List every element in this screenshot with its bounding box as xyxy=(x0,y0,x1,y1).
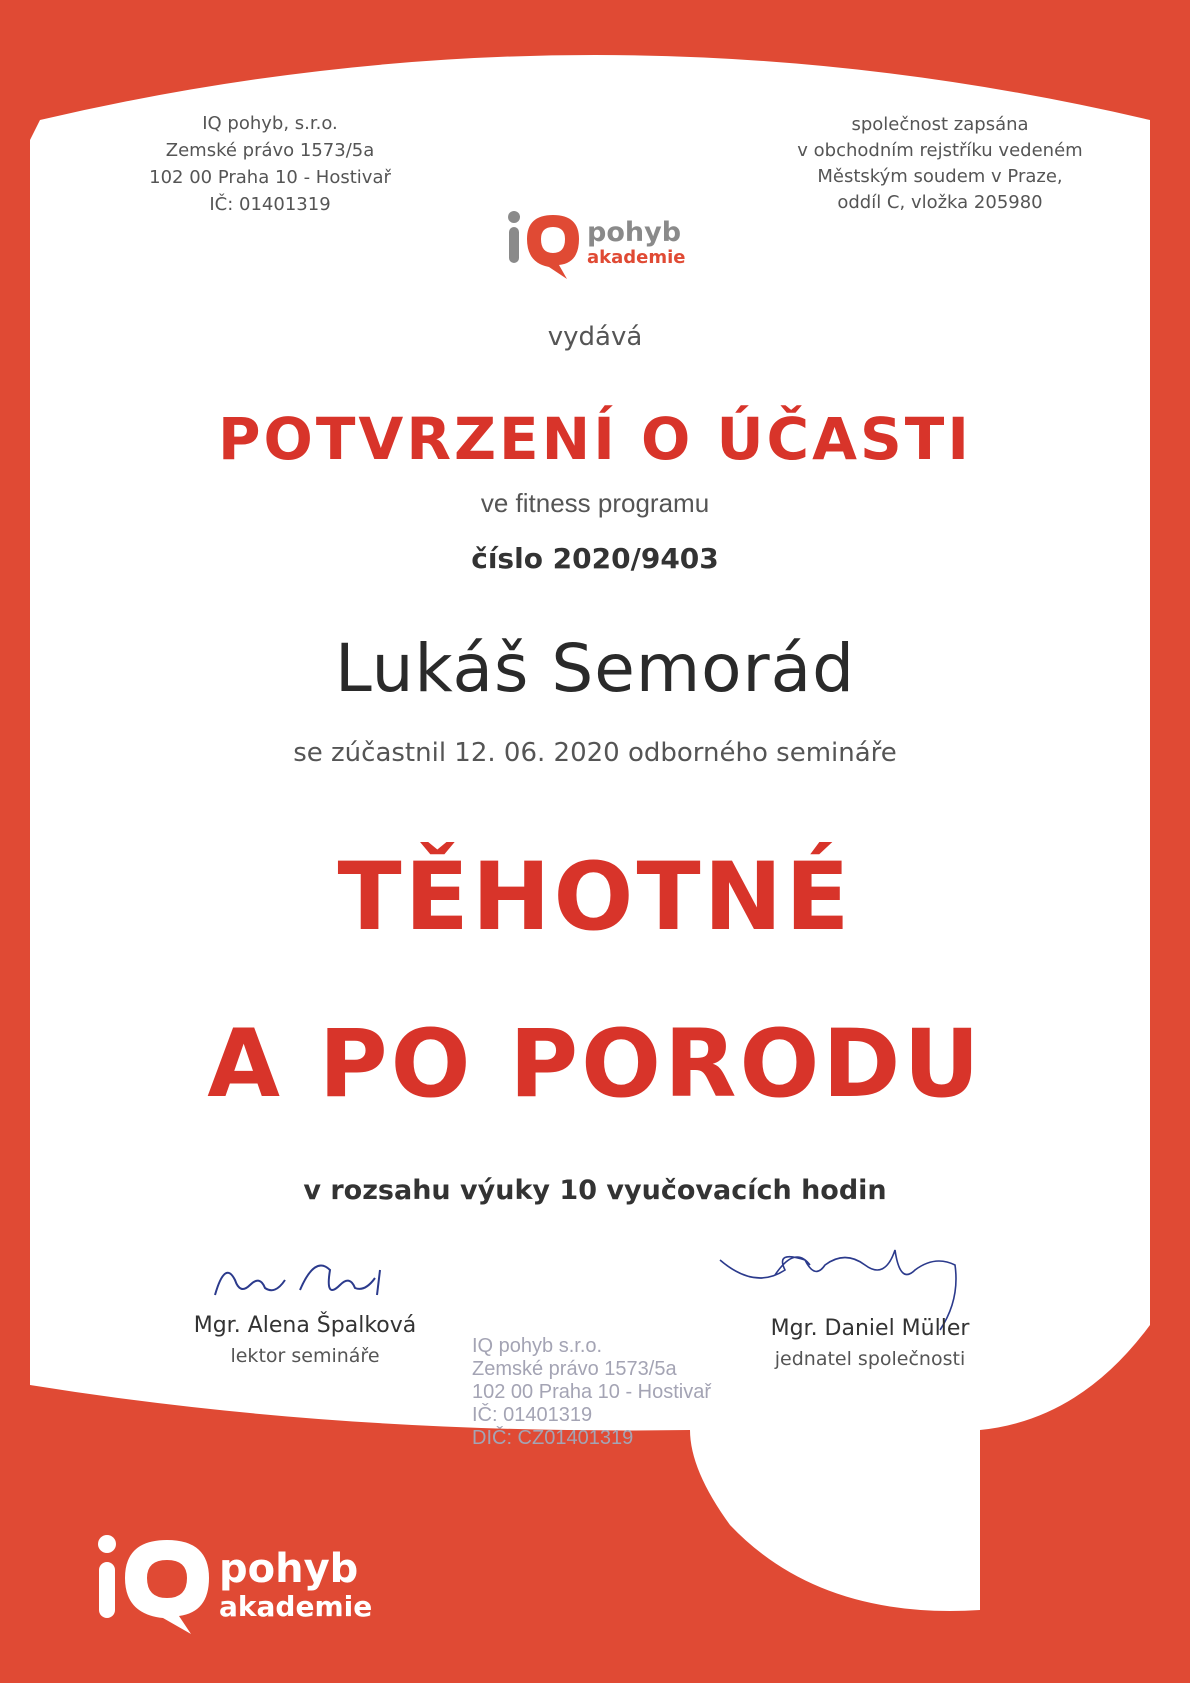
address-line: IČ: 01401319 xyxy=(209,194,331,215)
logo-bottom-i-stem xyxy=(99,1562,115,1618)
stamp-line: IČ: 01401319 xyxy=(472,1404,593,1426)
logo-bottom-i-dot xyxy=(98,1535,116,1553)
issues-label: vydává xyxy=(547,322,643,352)
participant-name: Lukáš Semorád xyxy=(335,630,855,707)
address-line: IQ pohyb, s.r.o. xyxy=(202,113,338,134)
program-line: ve fitness programu xyxy=(480,488,710,518)
logo-bottom-word-pohyb: pohyb xyxy=(219,1546,359,1592)
registry-note xyxy=(760,112,1120,216)
logo-i-dot xyxy=(508,211,520,223)
document-title: POTVRZENÍ O ÚČASTI xyxy=(218,405,972,473)
certificate-number: číslo 2020/9403 xyxy=(471,542,719,575)
stamp-line: 102 00 Praha 10 - Hostivař xyxy=(472,1381,712,1403)
signatory-right-name: Mgr. Daniel Müller xyxy=(770,1316,970,1341)
registry-line: v obchodním rejstříku vedeném xyxy=(797,140,1083,161)
company-address xyxy=(120,110,420,218)
course-title-line1: TĚHOTNÉ xyxy=(337,843,853,952)
scope-line: v rozsahu výuky 10 vyučovacích hodin xyxy=(303,1175,887,1206)
course-title-line2: A PO PORODU xyxy=(207,1010,983,1119)
address-line: 102 00 Praha 10 - Hostivař xyxy=(149,167,391,188)
signature-left xyxy=(205,1250,405,1310)
logo-bottom-q-bubble xyxy=(125,1540,209,1634)
participation-line: se zúčastnil 12. 06. 2020 odborného semináře xyxy=(293,738,897,768)
signatory-right-role: jednatel společnosti xyxy=(774,1348,966,1370)
address-line: Zemské právo 1573/5a xyxy=(165,140,375,161)
logo-q-bubble xyxy=(527,215,579,279)
iq-pohyb-logo-bottom xyxy=(95,1528,425,1638)
logo-word-akademie: akademie xyxy=(587,247,686,268)
logo-bottom-word-akademie: akademie xyxy=(219,1590,373,1623)
signatory-left-role: lektor semináře xyxy=(230,1345,380,1367)
logo-i-stem xyxy=(509,227,519,263)
company-stamp xyxy=(472,1335,772,1450)
stamp-line: Zemské právo 1573/5a xyxy=(472,1358,677,1380)
stamp-line: DIČ: CZ01401319 xyxy=(472,1427,634,1449)
signature-left-stroke xyxy=(215,1266,380,1296)
stamp-line: IQ pohyb s.r.o. xyxy=(472,1335,603,1357)
signatory-left-name: Mgr. Alena Špalková xyxy=(193,1313,417,1338)
registry-line: společnost zapsána xyxy=(851,114,1029,135)
registry-line: oddíl C, vložka 205980 xyxy=(837,192,1043,213)
registry-line: Městským soudem v Praze, xyxy=(817,166,1063,187)
logo-word-pohyb: pohyb xyxy=(587,217,682,248)
iq-pohyb-logo-top xyxy=(505,205,725,285)
